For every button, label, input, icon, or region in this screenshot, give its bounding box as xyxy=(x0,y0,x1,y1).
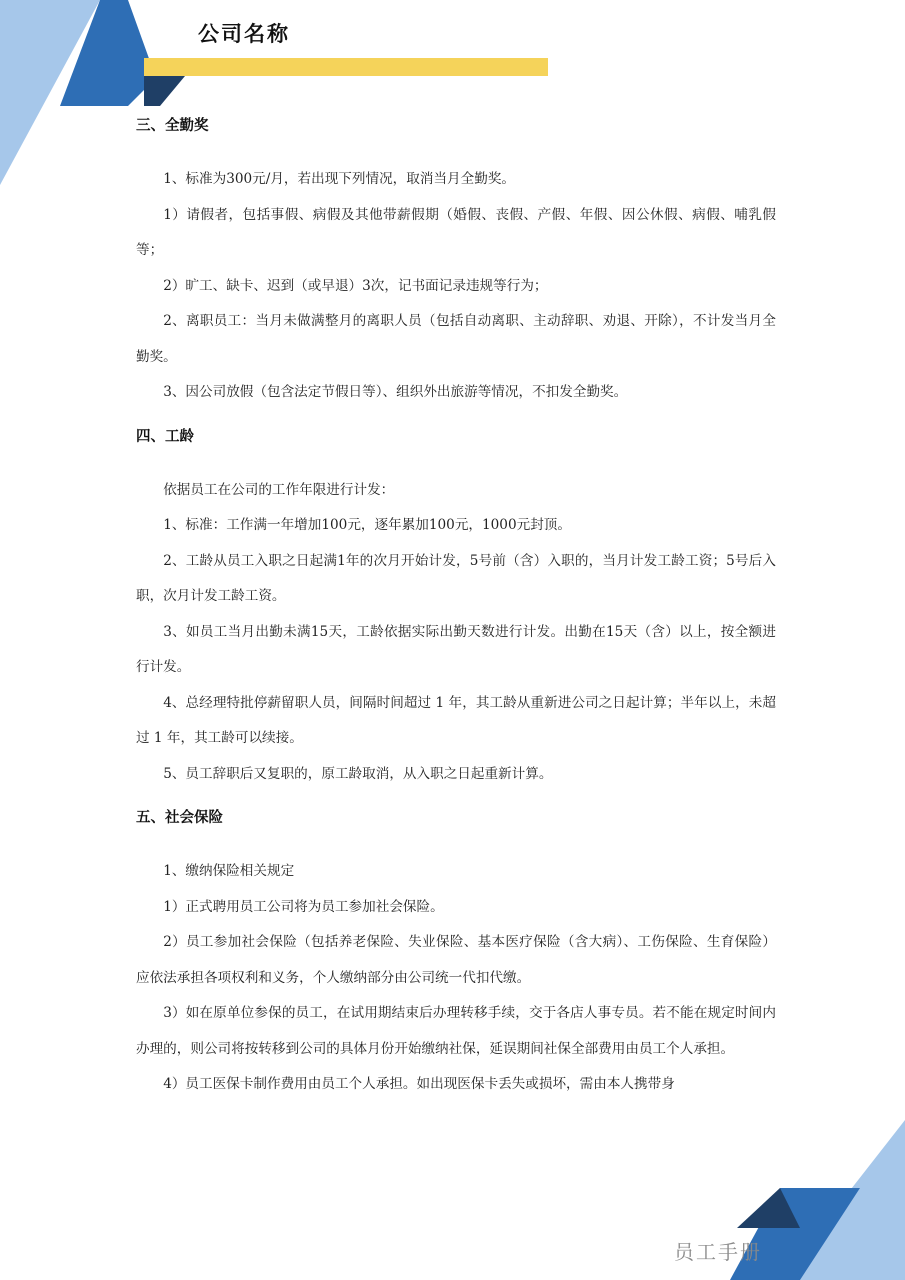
section-title: 四、工龄 xyxy=(136,428,194,445)
paragraph: 1）正式聘用员工公司将为员工参加社会保险。 xyxy=(163,898,444,915)
paragraph: 依据员工在公司的工作年限进行计发： xyxy=(163,481,395,498)
company-name: 公司名称 xyxy=(198,22,290,46)
section-title: 五、社会保险 xyxy=(136,810,223,826)
paragraph: 2、工龄从员工入职之日起满1年的次月开始计发，5号前（含）入职的，当月计发工龄工资；5号后入职，次月计发工龄工资。 xyxy=(136,552,776,604)
paragraph: 2）员工参加社会保险（包括养老保险、失业保险、基本医疗保险（含大病）、工伤保险、生育保险）应依法承担各项权利和义务，个人缴纳部分由公司统一代扣代缴。 xyxy=(136,934,776,986)
paragraph: 1、缴纳保险相关规定 xyxy=(163,863,295,879)
section-seniority xyxy=(136,419,776,799)
paragraph: 1、标准为300元/月，若出现下列情况，取消当月全勤奖。 xyxy=(163,171,516,187)
paragraph: 2）旷工、缺卡、迟到（或早退）3次，记书面记录违规等行为； xyxy=(163,277,548,294)
paragraph: 1）请假者，包括事假、病假及其他带薪假期（婚假、丧假、产假、年假、因公休假、病假、哺乳假等； xyxy=(136,206,776,258)
footer-handbook-label: 员工手册 xyxy=(674,1240,762,1264)
paragraph: 5、员工辞职后又复职的，原工龄取消，从入职之日起重新计算。 xyxy=(163,765,553,782)
paragraph: 1、标准：工作满一年增加100元，逐年累加100元，1000元封顶。 xyxy=(163,517,571,533)
paragraph: 4）员工医保卡制作费用由员工个人承担。如出现医保卡丢失或损坏，需由本人携带身 xyxy=(163,1076,675,1092)
paragraph: 3）如在原单位参保的员工，在试用期结束后办理转移手续，交于各店人事专员。若不能在规定时间内办理的，则公司将按转移到公司的具体月份开始缴纳社保，延误期间社保全部费用由员工个人承担。 xyxy=(136,1005,776,1057)
paragraph: 4、总经理特批停薪留职人员，间隔时间超过 1 年，其工龄从重新进公司之日起计算；半年以上，未超过 1 年，其工龄可以续接。 xyxy=(136,694,776,746)
section-attendance-bonus xyxy=(136,108,776,417)
document-body xyxy=(136,108,776,1111)
section-social-insurance xyxy=(136,800,776,1109)
paragraph: 3、因公司放假（包含法定节假日等）、组织外出旅游等情况，不扣发全勤奖。 xyxy=(163,384,628,400)
top-left-navy-triangle xyxy=(144,76,185,106)
paragraph: 3、如员工当月出勤未满15天，工龄依据实际出勤天数进行计发。出勤在15天（含）以上，按全额进行计发。 xyxy=(136,623,776,675)
paragraph: 2、离职员工：当月未做满整月的离职人员（包括自动离职、主动辞职、劝退、开除），不计发当月全勤奖。 xyxy=(136,313,776,365)
header-yellow-bar xyxy=(144,58,548,76)
section-title: 三、全勤奖 xyxy=(136,118,209,134)
